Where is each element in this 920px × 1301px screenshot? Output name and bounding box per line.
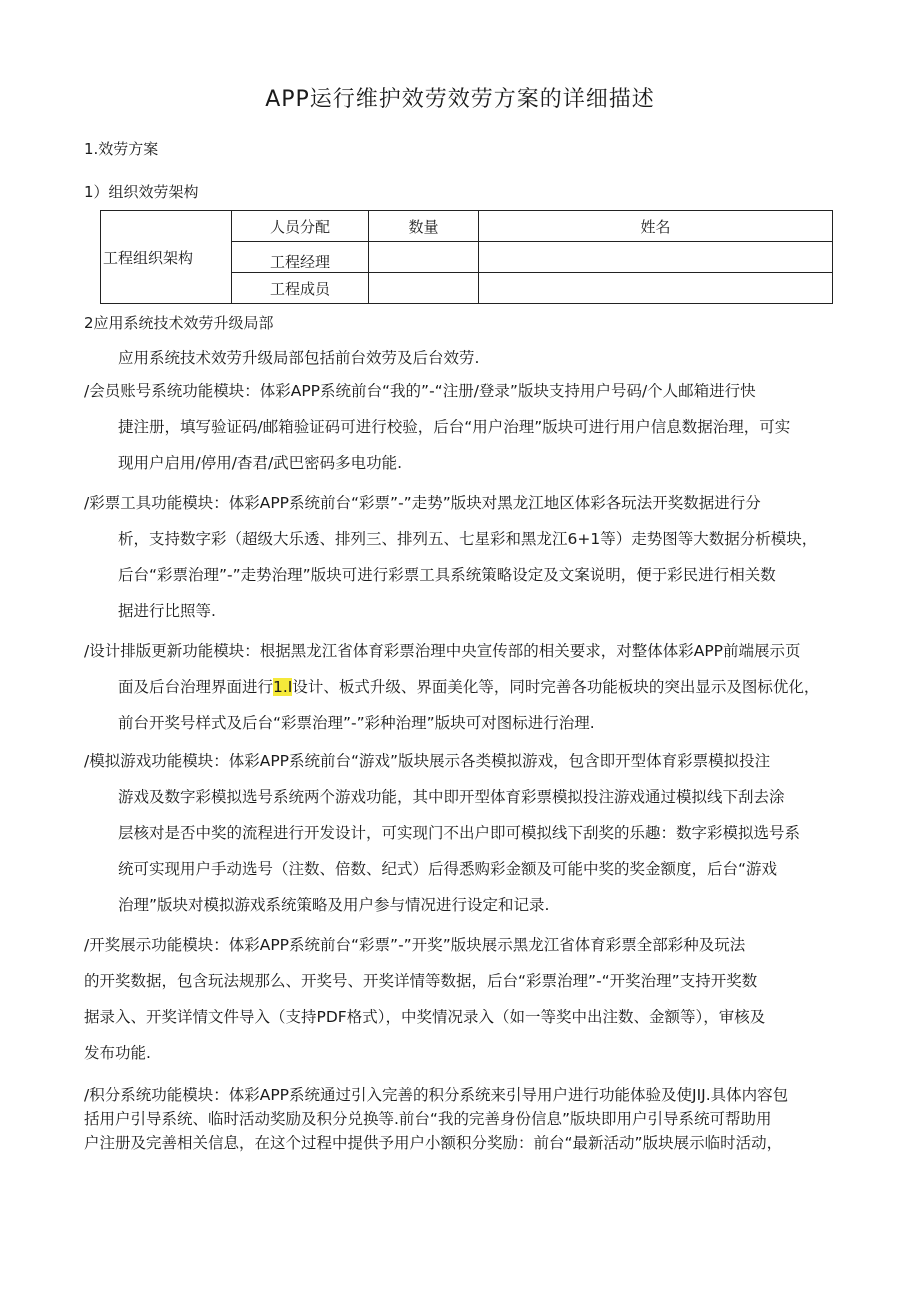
paragraph-lottery-draw <box>84 927 854 1071</box>
paragraph-line: /模拟游戏功能模块：体彩APP系统前台“游戏”版块展示各类模拟游戏，包含即开型体育彩票模拟投注 <box>84 752 771 770</box>
table-cell <box>479 273 833 304</box>
paragraph-line: /设计排版更新功能模块：根据黑龙江省体育彩票治理中央宣传部的相关要求，对整体体彩APP前端展示页 <box>84 642 801 660</box>
paragraph-line: /开奖展示功能模块：体彩APP系统前台“彩票”-”开奖”版块展示黑龙江省体育彩票全部彩种及玩法 <box>84 936 746 954</box>
document-title: APP运行维护效劳效劳方案的详细描述 <box>265 87 655 112</box>
paragraph-lottery-tools <box>84 485 854 629</box>
line-text: 面及后台治理界面进行 <box>118 678 274 696</box>
section-heading-2: 2应用系统技术效劳升级局部 <box>84 314 274 332</box>
paragraph-line: /会员账号系统功能模块：体彩APP系统前台“我的”-“注册/登录”版块支持用户号码/个人邮箱进行快 <box>84 382 756 400</box>
table-row <box>101 211 833 242</box>
paragraph-design-update <box>84 633 854 741</box>
highlighted-text: 1.I <box>273 678 293 696</box>
subsection-heading-1-1: 1）组织效劳架构 <box>84 183 199 201</box>
table-cell: 工程成员 <box>232 273 369 304</box>
paragraph-line: 析，支持数字彩（超级大乐透、排列三、排列五、七星彩和黑龙江6+1等）走势图等大数据分析模块， <box>118 530 818 548</box>
table-header-cell: 姓名 <box>479 211 833 242</box>
org-structure-table <box>100 210 833 304</box>
paragraph-line: /彩票工具功能模块：体彩APP系统前台“彩票”-”走势”版块对黑龙江地区体彩各玩法开奖数据进行分 <box>84 494 761 512</box>
table-cell <box>369 273 479 304</box>
paragraph-line: /积分系统功能模块：体彩APP系统通过引入完善的积分系统来引导用户进行功能体验及使JIJ.具体内容包 <box>84 1086 789 1104</box>
paragraph-line: 据录入、开奖详情文件导入（支持PDF格式），中奖情况录入（如一等奖中出注数、金额等），审核及 <box>84 1008 766 1026</box>
section-heading-1: 1.效劳方案 <box>84 140 159 158</box>
paragraph-line: 户注册及完善相关信息，在这个过程中提供予用户小额积分奖励：前台“最新活动”版块展示临时活动， <box>84 1134 783 1152</box>
paragraph-line <box>84 669 854 705</box>
paragraph-points-system <box>84 1083 854 1155</box>
paragraph-simulation-games <box>84 743 854 923</box>
paragraph-line: 据进行比照等. <box>118 602 216 620</box>
paragraph-member-account <box>84 373 854 481</box>
paragraph-line: 层核对是否中奖的流程进行开发设计，可实现门不出户即可模拟线下刮奖的乐趣：数字彩模拟选号系 <box>118 824 801 842</box>
table-cell <box>369 242 479 273</box>
paragraph-line: 括用户引导系统、临时活动奖励及积分兑换等.前台“我的完善身份信息”版块即用户引导系统可帮助用 <box>84 1110 772 1128</box>
paragraph-line: 统可实现用户手动选号（注数、倍数、纪式）后得悉购彩金额及可能中奖的奖金额度，后台“游戏 <box>118 860 778 878</box>
line-text: 设计、板式升级、界面美化等，同时完善各功能板块的突出显示及图标优化， <box>292 678 820 696</box>
table-row-header: 工程组织架构 <box>101 211 232 304</box>
table-header-cell: 数量 <box>369 211 479 242</box>
intro-paragraph: 应用系统技术效劳升级局部包括前台效劳及后台效劳. <box>118 349 480 367</box>
table-header-cell: 人员分配 <box>232 211 369 242</box>
paragraph-line: 的开奖数据，包含玩法规那么、开奖号、开奖详情等数据，后台“彩票治理”-“开奖治理”支持开奖数 <box>84 972 758 990</box>
paragraph-line: 捷注册，填写验证码/邮箱验证码可进行校验，后台“用户治理”版块可进行用户信息数据治理，可实 <box>118 418 791 436</box>
paragraph-line: 游戏及数字彩模拟选号系统两个游戏功能，其中即开型体育彩票模拟投注游戏通过模拟线下刮去涂 <box>118 788 785 806</box>
table-cell: 工程经理 <box>232 242 369 273</box>
table-cell <box>479 242 833 273</box>
paragraph-line: 前台开奖号样式及后台“彩票治理”-”彩种治理”版块可对图标进行治理. <box>118 714 595 732</box>
paragraph-line: 发布功能. <box>84 1044 151 1062</box>
paragraph-line: 治理”版块对模拟游戏系统策略及用户参与情况进行设定和记录. <box>118 896 550 914</box>
paragraph-line: 现用户启用/停用/杳君/武巴密码多电功能. <box>118 454 403 472</box>
paragraph-line: 后台“彩票治理”-”走势治理”版块可进行彩票工具系统策略设定及文案说明，便于彩民进行相关数 <box>118 566 776 584</box>
